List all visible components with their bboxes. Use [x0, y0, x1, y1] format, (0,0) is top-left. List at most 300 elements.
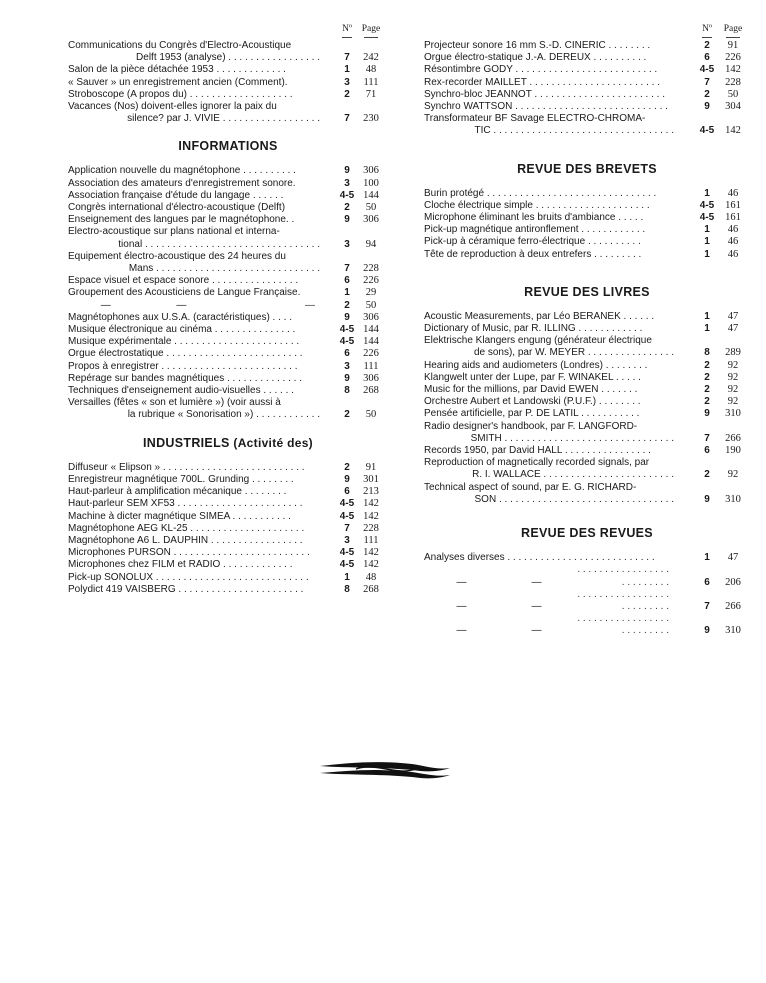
entry-title [68, 251, 320, 275]
entry-title [68, 523, 320, 535]
entry-line: Acoustic Measurements, par Léo BERANEK . . . . . . [424, 310, 655, 322]
entry-title [68, 64, 320, 76]
issue-number: 9 [344, 473, 350, 485]
list-livres [424, 311, 750, 506]
entry-title [68, 190, 320, 202]
page-number: 111 [363, 360, 379, 372]
page-number: 142 [363, 547, 379, 559]
ditto-mark: . . . . . . . . . . . . . . . . . . . . . . . . . . [577, 613, 669, 637]
page-number: 142 [725, 64, 741, 76]
index-entry [68, 101, 388, 125]
issue-number: 9 [344, 311, 350, 323]
issue-number: 6 [704, 445, 710, 457]
entry-title [424, 52, 674, 64]
entry-line: Versailles (fêtes « son et lumière ») (voir aussi à [68, 397, 281, 409]
issue-number: 8 [704, 347, 710, 359]
entry-title [424, 89, 674, 101]
entry-line: Orgue électrostatique . . . . . . . . . . . . . . . . . . . . . . . . . [68, 348, 303, 360]
ditto-mark: — [176, 299, 187, 311]
page-number: 48 [365, 571, 377, 583]
entry-line-continued: SMITH . . . . . . . . . . . . . . . . . . . . . . . . . . . . . . . [470, 432, 674, 444]
entry-title [424, 613, 674, 637]
entry-line: Microphone éliminant les bruits d'ambiance . . . . . [424, 212, 644, 224]
entry-line: Machine à dicter magnétique SIMEA . . . . . . . . . . . [68, 510, 291, 522]
entry-title [424, 457, 674, 481]
index-entry [68, 559, 388, 571]
issue-number: 2 [704, 40, 710, 51]
entry-title [68, 226, 320, 250]
index-entry [68, 474, 388, 486]
index-entry [424, 224, 750, 236]
index-entry [68, 214, 388, 226]
index-entry [424, 445, 750, 457]
page-number: 226 [363, 348, 379, 360]
issue-number: 2 [704, 88, 710, 100]
issue-number: 4-5 [339, 336, 355, 348]
entry-title [68, 214, 320, 226]
index-entry [68, 385, 388, 397]
entry-line: Electro-acoustique sur plans national et interna- [68, 226, 280, 238]
issue-number: 4-5 [699, 64, 715, 76]
entry-title [68, 348, 320, 360]
index-entry [424, 457, 750, 481]
page-number: 306 [363, 214, 379, 226]
entry-line: Elektrische Klangers engung (générateur électrique [424, 335, 652, 347]
index-entry [68, 300, 388, 312]
index-entry [68, 324, 388, 336]
entry-title [424, 236, 674, 248]
entry-title [424, 482, 674, 506]
entry-line-continued: la rubrique « Sonorisation ») . . . . . . . . . . . . [127, 409, 320, 421]
entry-title [424, 212, 674, 224]
entry-line: Technical aspect of sound, par E. G. RICHARD- [424, 481, 637, 493]
entry-line: Burin protégé . . . . . . . . . . . . . . . . . . . . . . . . . . . . . . . [424, 187, 657, 199]
issue-number: 4-5 [699, 199, 715, 211]
index-entry [68, 77, 388, 89]
index-entry [424, 589, 750, 613]
entry-line: Espace visuel et espace sonore . . . . . . . . . . . . . . . . [68, 275, 299, 287]
entry-line: Propos à enregistrer . . . . . . . . . . . . . . . . . . . . . . . . . [68, 360, 298, 372]
index-entry [68, 535, 388, 547]
section-title-livres [424, 285, 750, 301]
index-entry [424, 335, 750, 359]
index-entry [68, 190, 388, 202]
entry-line: Congrès international d'électro-acoustique (Delft) [68, 202, 286, 214]
index-entry [68, 275, 388, 287]
ditto-mark: — [531, 576, 542, 588]
index-entry [68, 312, 388, 324]
ditto-mark: . . . . . . . . . . . . . . . . . . . . . . . . . . [577, 588, 669, 612]
section-title-text: REVUE DES LIVRES [524, 284, 650, 299]
entry-title [68, 178, 320, 190]
entry-title [68, 584, 320, 596]
page-number: 289 [725, 347, 741, 359]
issue-number: 9 [704, 101, 710, 113]
index-entry [68, 336, 388, 348]
entry-title [68, 572, 320, 584]
page-number: 50 [365, 299, 377, 311]
page-number: 92 [727, 384, 739, 396]
index-entry [424, 212, 750, 224]
index-entry [424, 200, 750, 212]
entry-title [424, 372, 674, 384]
page-number: 91 [727, 40, 739, 51]
ditto-mark: — [456, 625, 467, 637]
entry-title [424, 408, 674, 420]
page-number: 91 [365, 461, 377, 473]
issue-number: 6 [344, 348, 350, 360]
entry-title [68, 101, 320, 125]
entry-line-continued: R. I. WALLACE . . . . . . . . . . . . . . . . . . . . . . . . [472, 469, 674, 481]
issue-number: 1 [704, 187, 710, 199]
issue-number: 8 [344, 385, 350, 397]
page-number: 48 [365, 64, 377, 76]
index-entry [424, 77, 750, 89]
entry-title [68, 385, 320, 397]
ditto-dashes [424, 564, 674, 588]
page-number: 50 [727, 88, 739, 100]
section-subtitle: (Activité des) [233, 435, 313, 450]
section-title-text: INDUSTRIELS [143, 435, 230, 450]
entry-title [424, 421, 674, 445]
entry-title [424, 311, 674, 323]
page-number: 226 [725, 52, 741, 64]
entry-title [68, 361, 320, 373]
issue-number: 7 [344, 52, 350, 64]
page-number: 92 [727, 469, 739, 481]
index-entry [424, 564, 750, 588]
issue-number: 3 [344, 360, 350, 372]
issue-number: 9 [704, 625, 710, 637]
right-column [424, 22, 750, 638]
entry-line: Pick-up à céramique ferro-électrique . . . . . . . . . . [424, 236, 641, 248]
issue-number: 9 [344, 165, 350, 177]
entry-title [424, 249, 674, 261]
section-title-informations [68, 139, 388, 155]
entry-title [68, 559, 320, 571]
entry-line: Microphones chez FILM et RADIO . . . . . . . . . . . . . [68, 559, 293, 571]
index-entry [68, 462, 388, 474]
issue-number: 7 [344, 263, 350, 275]
entry-title [424, 589, 674, 613]
index-entry [424, 249, 750, 261]
index-entry [68, 89, 388, 101]
page-number: 47 [727, 552, 739, 564]
entry-title [424, 113, 674, 137]
entry-line: Association des amateurs d'enregistrement sonore. [68, 177, 296, 189]
issue-number: 7 [704, 600, 710, 612]
entry-title [424, 101, 674, 113]
entry-line: « Sauver » un enregistrement ancien (Comment). [68, 76, 288, 88]
issue-number: 2 [344, 299, 350, 311]
index-entry [424, 552, 750, 564]
entry-line: Haut-parleur à amplification mécanique . . . . . . . . [68, 486, 287, 498]
entry-line-continued: Delft 1953 (analyse) . . . . . . . . . . . . . . . . . [136, 52, 320, 64]
page-number: 310 [725, 625, 741, 637]
index-entry [68, 498, 388, 510]
entry-line: Hearing aids and audiometers (Londres) . . . . . . . . [424, 359, 648, 371]
page-number: 304 [725, 101, 741, 113]
index-entry [424, 101, 750, 113]
ditto-mark: — [531, 600, 542, 612]
issue-number: 6 [704, 52, 710, 64]
page-number: 266 [725, 600, 741, 612]
index-entry [68, 165, 388, 177]
index-entry [424, 396, 750, 408]
issue-number: 6 [344, 275, 350, 287]
entry-line: Magnétophones aux U.S.A. (caractéristiques) . . . . [68, 311, 292, 323]
page-number: 144 [363, 336, 379, 348]
issue-number: 6 [344, 486, 350, 498]
column-header [424, 22, 750, 40]
entry-title [424, 552, 674, 564]
section-title-text: REVUE DES BREVETS [517, 161, 657, 176]
ditto-mark: — [456, 600, 467, 612]
entry-line: Techniques d'enseignement audio-visuelles . . . . . . [68, 385, 294, 397]
list-brevets [424, 188, 750, 261]
entry-line-continued: tional . . . . . . . . . . . . . . . . . . . . . . . . . . . . . . . . [118, 238, 320, 250]
entry-title [68, 324, 320, 336]
entry-title [424, 396, 674, 408]
entry-line: Tête de reproduction à deux entrefers . . . . . . . . . [424, 248, 642, 260]
entry-line: Communications du Congrès d'Electro-Acoustique [68, 40, 292, 51]
entry-title [424, 64, 674, 76]
entry-line: Enseignement des langues par le magnétophone. . [68, 214, 295, 226]
entry-line: Magnétophone AEG KL-25 . . . . . . . . . . . . . . . . . . . . . [68, 522, 305, 534]
entry-title [424, 188, 674, 200]
index-entry [424, 408, 750, 420]
section-title-text: REVUE DES REVUES [521, 526, 653, 541]
page-number: 144 [363, 189, 379, 201]
entry-title [424, 200, 674, 212]
issue-number: 3 [344, 177, 350, 189]
ditto-mark: — [304, 299, 315, 311]
entry-line-continued: TIC . . . . . . . . . . . . . . . . . . . . . . . . . . . . . . . . . [474, 125, 674, 137]
index-entry [68, 373, 388, 385]
entry-title [68, 77, 320, 89]
entry-title [424, 224, 674, 236]
issue-number: 9 [344, 214, 350, 226]
issue-number: 2 [704, 359, 710, 371]
index-entry [68, 547, 388, 559]
entry-line: Enregistreur magnétique 700L. Grunding . . . . . . . . [68, 473, 294, 485]
page-number: 213 [363, 486, 379, 498]
index-entry [68, 361, 388, 373]
index-entry [424, 52, 750, 64]
list-revues [424, 552, 750, 637]
page-number: 46 [727, 224, 739, 236]
header-number: Nº [332, 24, 362, 34]
issue-number: 1 [704, 323, 710, 335]
page-number: 190 [725, 445, 741, 457]
index-entry [424, 360, 750, 372]
issue-number: 2 [344, 461, 350, 473]
entry-line: Synchro WATTSON . . . . . . . . . . . . . . . . . . . . . . . . . . . . [424, 101, 668, 113]
page-number: 306 [363, 311, 379, 323]
index-entry [424, 113, 750, 137]
left-column [68, 22, 388, 596]
page-number: 100 [363, 177, 379, 189]
entry-title [68, 474, 320, 486]
entry-line: Transformateur BF Savage ELECTRO-CHROMA- [424, 113, 646, 125]
index-entry [68, 348, 388, 360]
list-right-top [424, 40, 750, 138]
issue-number: 2 [704, 371, 710, 383]
entry-line: Stroboscope (A propos du) . . . . . . . . . . . . . . . . . . . [68, 88, 293, 100]
entry-title [424, 564, 674, 588]
entry-line: Synchro-bloc JEANNOT . . . . . . . . . . . . . . . . . . . . . . . . [424, 88, 665, 100]
index-entry [68, 226, 388, 250]
entry-line: Salon de la pièce détachée 1953 . . . . . . . . . . . . . [68, 64, 286, 76]
entry-title [68, 511, 320, 523]
entry-line: Pick-up SONOLUX . . . . . . . . . . . . . . . . . . . . . . . . . . . . [68, 571, 309, 583]
entry-line: Music for the millions, par David EWEN . . . . . . . [424, 384, 638, 396]
entry-title [68, 40, 320, 64]
entry-line: Orchestre Aubert et Landowski (P.U.F.) . . . . . . . . [424, 396, 641, 408]
ditto-mark: — [100, 299, 111, 311]
page-number: 306 [363, 372, 379, 384]
issue-number: 8 [344, 583, 350, 595]
page-number: 161 [725, 199, 741, 211]
entry-line: Pensée artificielle, par P. DE LATIL . . . . . . . . . . . [424, 408, 640, 420]
entry-line: Projecteur sonore 16 mm S.-D. CINERIC . . . . . . . . [424, 40, 651, 51]
entry-line: Dictionary of Music, par R. ILLING . . . . . . . . . . . . [424, 323, 643, 335]
entry-line: Klangwelt unter der Lupe, par F. WINAKEL . . . . . [424, 371, 641, 383]
index-entry [424, 236, 750, 248]
entry-line: Musique expérimentale . . . . . . . . . . . . . . . . . . . . . . . [68, 336, 300, 348]
issue-number: 7 [704, 76, 710, 88]
entry-title [68, 336, 320, 348]
issue-number: 4-5 [339, 498, 355, 510]
page-number: 111 [363, 76, 379, 88]
issue-number: 1 [704, 248, 710, 260]
index-entry [424, 89, 750, 101]
entry-title [68, 462, 320, 474]
entry-title [424, 360, 674, 372]
entry-title [424, 323, 674, 335]
index-entry [68, 178, 388, 190]
entry-title [68, 312, 320, 324]
issue-number: 1 [344, 287, 350, 299]
entry-line: Diffuseur « Elipson » . . . . . . . . . . . . . . . . . . . . . . . . . . [68, 461, 305, 473]
entry-line: Groupement des Acousticiens de Langue Française. [68, 287, 301, 299]
section-title-brevets [424, 162, 750, 178]
list-informations [68, 165, 388, 421]
issue-number: 7 [344, 113, 350, 125]
issue-number: 2 [704, 396, 710, 408]
ditto-mark: . . . . . . . . . . . . . . . . . . . . . . . . . . [577, 564, 669, 588]
entry-line: Cloche électrique simple . . . . . . . . . . . . . . . . . . . . . [424, 199, 650, 211]
page-number: 228 [363, 522, 379, 534]
page-number: 50 [365, 409, 377, 421]
page-number: 142 [363, 559, 379, 571]
page-number: 144 [363, 324, 379, 336]
page-number: 268 [363, 385, 379, 397]
flourish-ornament-icon [316, 754, 454, 784]
page-number: 206 [725, 576, 741, 588]
page-number: 111 [363, 534, 379, 546]
page-number: 142 [725, 125, 741, 137]
issue-number: 9 [344, 372, 350, 384]
issue-number: 1 [704, 552, 710, 564]
entry-line: Vacances (Nos) doivent-elles ignorer la paix du [68, 101, 277, 113]
page-number: 226 [363, 275, 379, 287]
index-entry [68, 397, 388, 421]
page-number: 266 [725, 432, 741, 444]
page-number: 310 [725, 493, 741, 505]
page-number: 46 [727, 248, 739, 260]
issue-number: 2 [704, 384, 710, 396]
entry-title [424, 40, 674, 52]
entry-title [68, 397, 320, 421]
index-entry [68, 40, 388, 64]
header-page: Page [712, 24, 754, 34]
issue-number: 4-5 [699, 125, 715, 137]
entry-title [68, 373, 320, 385]
ditto-dashes [424, 589, 674, 613]
issue-number: 2 [344, 202, 350, 214]
entry-line: Magnétophone A6 L. DAUPHIN . . . . . . . . . . . . . . . . . [68, 534, 303, 546]
entry-title [424, 445, 674, 457]
page-number: 228 [363, 263, 379, 275]
issue-number: 1 [344, 571, 350, 583]
entry-title [68, 89, 320, 101]
entry-line: Musique électronique au cinéma . . . . . . . . . . . . . . . [68, 324, 296, 336]
page-number: 47 [727, 310, 739, 322]
page-number: 301 [363, 473, 379, 485]
entry-line-continued: SON . . . . . . . . . . . . . . . . . . . . . . . . . . . . . . . . [474, 493, 674, 505]
page-number: 92 [727, 371, 739, 383]
entry-line: Association française d'étude du langage . . . . . . [68, 189, 284, 201]
list-industriels [68, 462, 388, 596]
page-number: 228 [725, 76, 741, 88]
entry-title [68, 547, 320, 559]
index-entry [68, 511, 388, 523]
section-title-industriels [68, 436, 388, 452]
index-entry [424, 613, 750, 637]
issue-number: 1 [704, 310, 710, 322]
index-entry [424, 482, 750, 506]
issue-number: 4-5 [339, 559, 355, 571]
entry-title [68, 498, 320, 510]
ditto-dashes [68, 300, 320, 312]
column-header [68, 22, 388, 40]
page-number: 92 [727, 359, 739, 371]
issue-number: 9 [704, 408, 710, 420]
index-entry [424, 311, 750, 323]
index-entry [68, 64, 388, 76]
ditto-mark: — [456, 576, 467, 588]
issue-number: 1 [704, 224, 710, 236]
issue-number: 4-5 [339, 547, 355, 559]
entry-line-continued: Mans . . . . . . . . . . . . . . . . . . . . . . . . . . . . . . [128, 263, 320, 275]
issue-number: 4-5 [699, 212, 715, 224]
page-number: 306 [363, 165, 379, 177]
issue-number: 1 [344, 64, 350, 76]
entry-line: Orgue électro-statique J.-A. DEREUX . . . . . . . . . . [424, 52, 647, 64]
page-number: 242 [363, 52, 379, 64]
issue-number: 4-5 [339, 324, 355, 336]
entry-title [68, 287, 320, 299]
entry-line: Reproduction of magnetically recorded signals, par [424, 457, 650, 469]
issue-number: 3 [344, 76, 350, 88]
issue-number: 3 [344, 534, 350, 546]
issue-number: 4-5 [339, 189, 355, 201]
entry-line: Résontimbre GODY . . . . . . . . . . . . . . . . . . . . . . . . . . [424, 64, 658, 76]
page-number: 29 [365, 287, 377, 299]
index-entry [68, 523, 388, 535]
index-entry [68, 251, 388, 275]
